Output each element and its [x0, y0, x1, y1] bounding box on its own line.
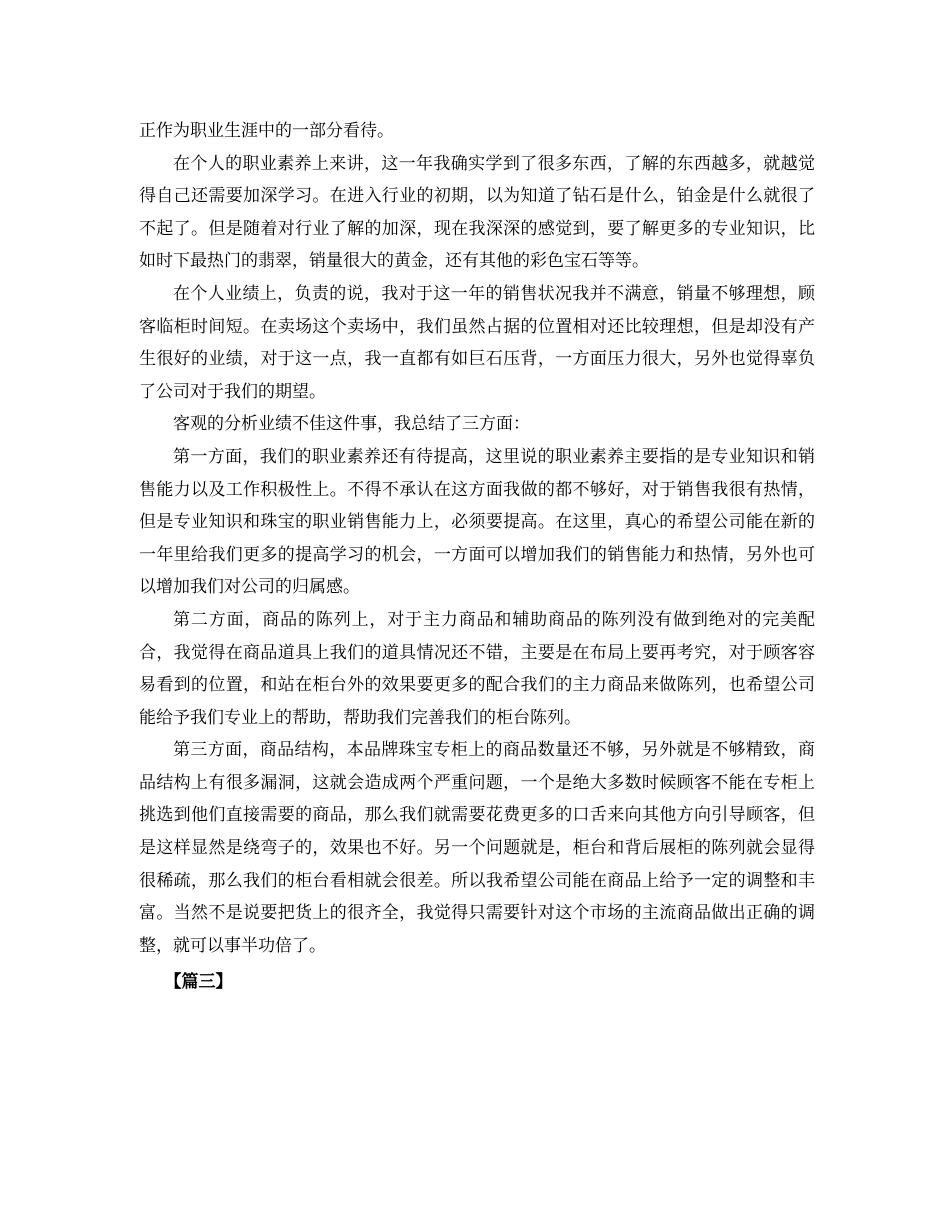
paragraph-continuation: 正作为职业生涯中的一部分看待。: [139, 121, 394, 141]
paragraph-summary-intro: 客观的分析业绩不佳这件事，我总结了三方面：: [173, 414, 530, 435]
paragraph-second-aspect: 第二方面，商品的陈列上，对于主力商品和辅助商品的陈列没有做到绝对的完美配合，我觉得在商品道具上我们的道具情况还不错，主要是在布局上要再考究，对于顾客容易看到的位置，和站在柜台外的效果要更多的配合我们的主力商品来做陈列，也希望公司能给予我们专业上的帮助，帮助我们完善我们的柜台陈列。: [139, 609, 815, 728]
document-page: [139, 115, 815, 999]
paragraph-professional-quality: 在个人的职业素养上来讲，这一年我确实学到了很多东西，了解的东西越多，就越觉得自己还需要加深学习。在进入行业的初期，以为知道了钻石是什么，铂金是什么就很了不起了。但是随着对行业了解的加深，现在我深深的感觉到，要了解更多的专业知识，比如时下最热门的翡翠，销量很大的黄金，还有其他的彩色宝石等等。: [139, 153, 815, 272]
paragraph-third-aspect: 第三方面，商品结构，本品牌珠宝专柜上的商品数量还不够，另外就是不够精致，商品结构上有很多漏洞，这就会造成两个严重问题，一个是绝大多数时候顾客不能在专柜上挑选到他们直接需要的商品，那么我们就需要花费更多的口舌来向其他方向引导顾客，但是这样显然是绕弯子的，效果也不好。另一个问题就是，柜台和背后展柜的陈列就会显得很稀疏，那么我们的柜台看相就会很差。所以我希望公司能在商品上给予一定的调整和丰富。当然不是说要把货上的很齐全，我觉得只需要针对这个市场的主流商品做出正确的调整，就可以事半功倍了。: [139, 740, 815, 956]
section-heading: 【篇三】: [164, 972, 233, 993]
paragraph-personal-performance: 在个人业绩上，负责的说，我对于这一年的销售状况我并不满意，销量不够理想，顾客临柜时间短。在卖场这个卖场中，我们虽然占据的位置相对还比较理想，但是却没有产生很好的业绩，对于这一点，我一直都有如巨石压背，一方面压力很大，另外也觉得辜负了公司对于我们的期望。: [139, 283, 815, 402]
paragraph-first-aspect: 第一方面，我们的职业素养还有待提高，这里说的职业素养主要指的是专业知识和销售能力以及工作积极性上。不得不承认在这方面我做的都不够好，对于销售我很有热情，但是专业知识和珠宝的职业销售能力上，必须要提高。在这里，真心的希望公司能在新的一年里给我们更多的提高学习的机会，一方面可以增加我们的销售能力和热情，另外也可以增加我们对公司的归属感。: [139, 446, 815, 598]
